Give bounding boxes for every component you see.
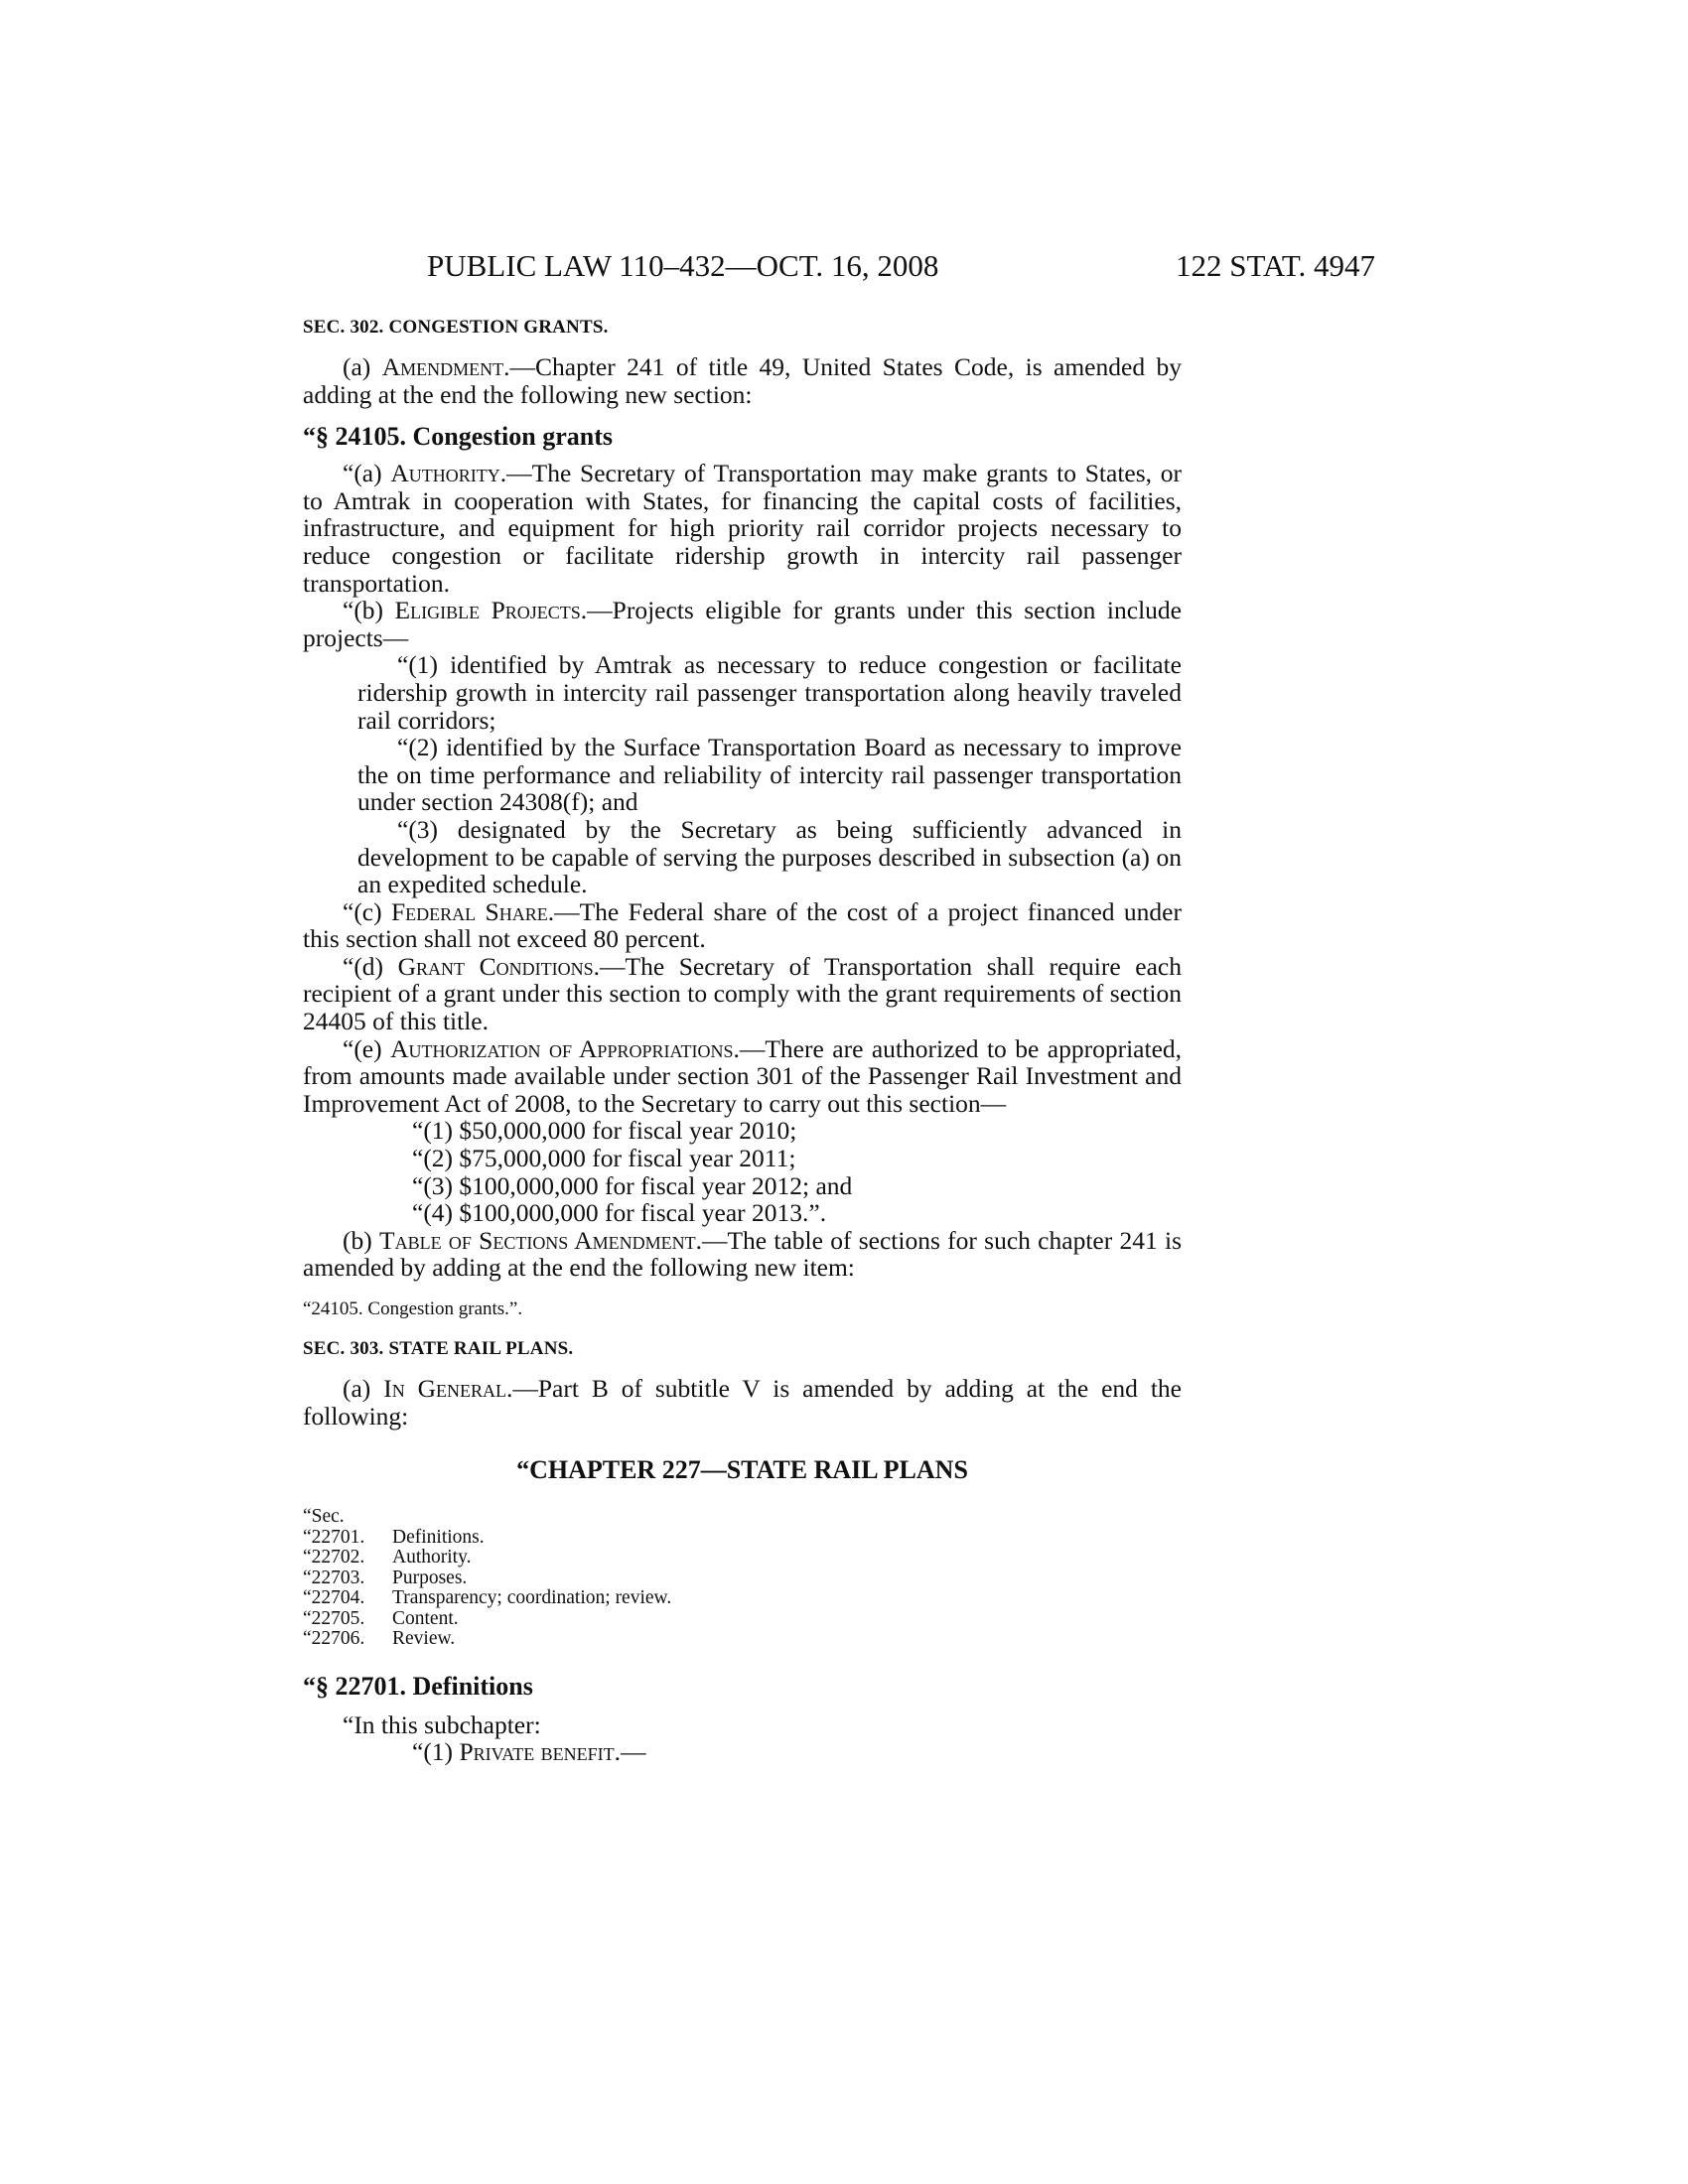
- subsection-eligible-projects: “(b) Eligible Projects.—Projects eligible for grants under this section include projects—: [303, 596, 1182, 652]
- in-this-subchapter: “In this subchapter:: [343, 1709, 541, 1739]
- subsection-federal-share: “(c) Federal Share.—The Federal share of the cost of a project financed under this section shall not exceed 80 percent.: [303, 896, 1182, 954]
- section-303-a: (a) In General.—Part B of subtitle V is amended by adding at the end the following:: [303, 1374, 1182, 1431]
- toc-entry: “22706. Review.: [303, 1628, 456, 1650]
- chapter-227-heading: “CHAPTER 227—STATE RAIL PLANS: [516, 1455, 968, 1485]
- section-24105-heading: “§ 24105. Congestion grants: [303, 422, 614, 452]
- section-302-a: (a) Amendment.—Chapter 241 of title 49, United States Code, is amended by adding at the end the following new section:: [303, 352, 1182, 409]
- eligible-project-3: “(3) designated by the Secretary as being sufficiently advanced in development to be capable of serving the purposes described in subsection (a) on an expedited schedule.: [357, 814, 1182, 899]
- section-302-heading: SEC. 302. CONGESTION GRANTS.: [303, 317, 609, 338]
- running-head: PUBLIC LAW 110–432—OCT. 16, 2008: [427, 248, 939, 283]
- toc-entry: “22702. Authority.: [303, 1547, 472, 1569]
- page-body: [303, 316, 1182, 1766]
- appropriation-item: “(3) $100,000,000 for fiscal year 2012; and: [412, 1170, 853, 1200]
- eligible-project-2: “(2) identified by the Surface Transportation Board as necessary to improve the on time performance and reliability of intercity rail passenger transportation under section 24308(f); and: [357, 733, 1182, 817]
- private-benefit-definition: “(1) Private benefit.—: [412, 1737, 646, 1767]
- subsection-grant-conditions: “(d) Grant Conditions.—The Secretary of Transportation shall require each recipient of a grant under this section to comply with the grant requirements of section 24405 of this title.: [303, 951, 1182, 1036]
- toc-entry: “22705. Content.: [303, 1607, 459, 1629]
- appropriation-item: “(1) $50,000,000 for fiscal year 2010;: [412, 1116, 797, 1146]
- stat-citation: 122 STAT. 4947: [1175, 248, 1375, 283]
- page-header: [303, 248, 1375, 288]
- appropriation-item: “(2) $75,000,000 for fiscal year 2011;: [412, 1144, 796, 1173]
- section-303-heading: SEC. 303. STATE RAIL PLANS.: [303, 1338, 574, 1359]
- toc-entry: “22703. Purposes.: [303, 1567, 468, 1588]
- section-22701-heading: “§ 22701. Definitions: [303, 1671, 533, 1701]
- section-302-b: (b) Table of Sections Amendment.—The table of sections for such chapter 241 is amended by adding at the end the following new item:: [303, 1225, 1183, 1283]
- table-item-24105: “24105. Congestion grants.”.: [303, 1298, 523, 1319]
- eligible-project-1: “(1) identified by Amtrak as necessary to reduce congestion or facilitate ridership growth in intercity rail passenger transportation along heavily traveled rail corridors;: [357, 650, 1182, 735]
- appropriation-item: “(4) $100,000,000 for fiscal year 2013.”.: [412, 1198, 827, 1228]
- chapter-table-of-contents: [303, 1507, 1182, 1650]
- subsection-authority: “(a) Authority.—The Secretary of Transportation may make grants to States, or to Amtrak in cooperation with States, for financing the capital costs of facilities, infrastructure, and equipment for high priority rail corridor projects necessary to reduce congestion or facilitate ridership growth in intercity rail passenger transportation.: [303, 459, 1182, 598]
- subsection-appropriations: “(e) Authorization of Appropriations.—There are authorized to be appropriated, from amounts made available under section 301 of the Passenger Rail Investment and Improvement Act of 2008, to the Secretary to carry out this section—: [303, 1033, 1183, 1118]
- toc-entry: “22701. Definitions.: [303, 1526, 485, 1548]
- toc-sec-label: “Sec.: [303, 1506, 345, 1528]
- toc-entry: “22704. Transparency; coordination; review.: [303, 1587, 672, 1609]
